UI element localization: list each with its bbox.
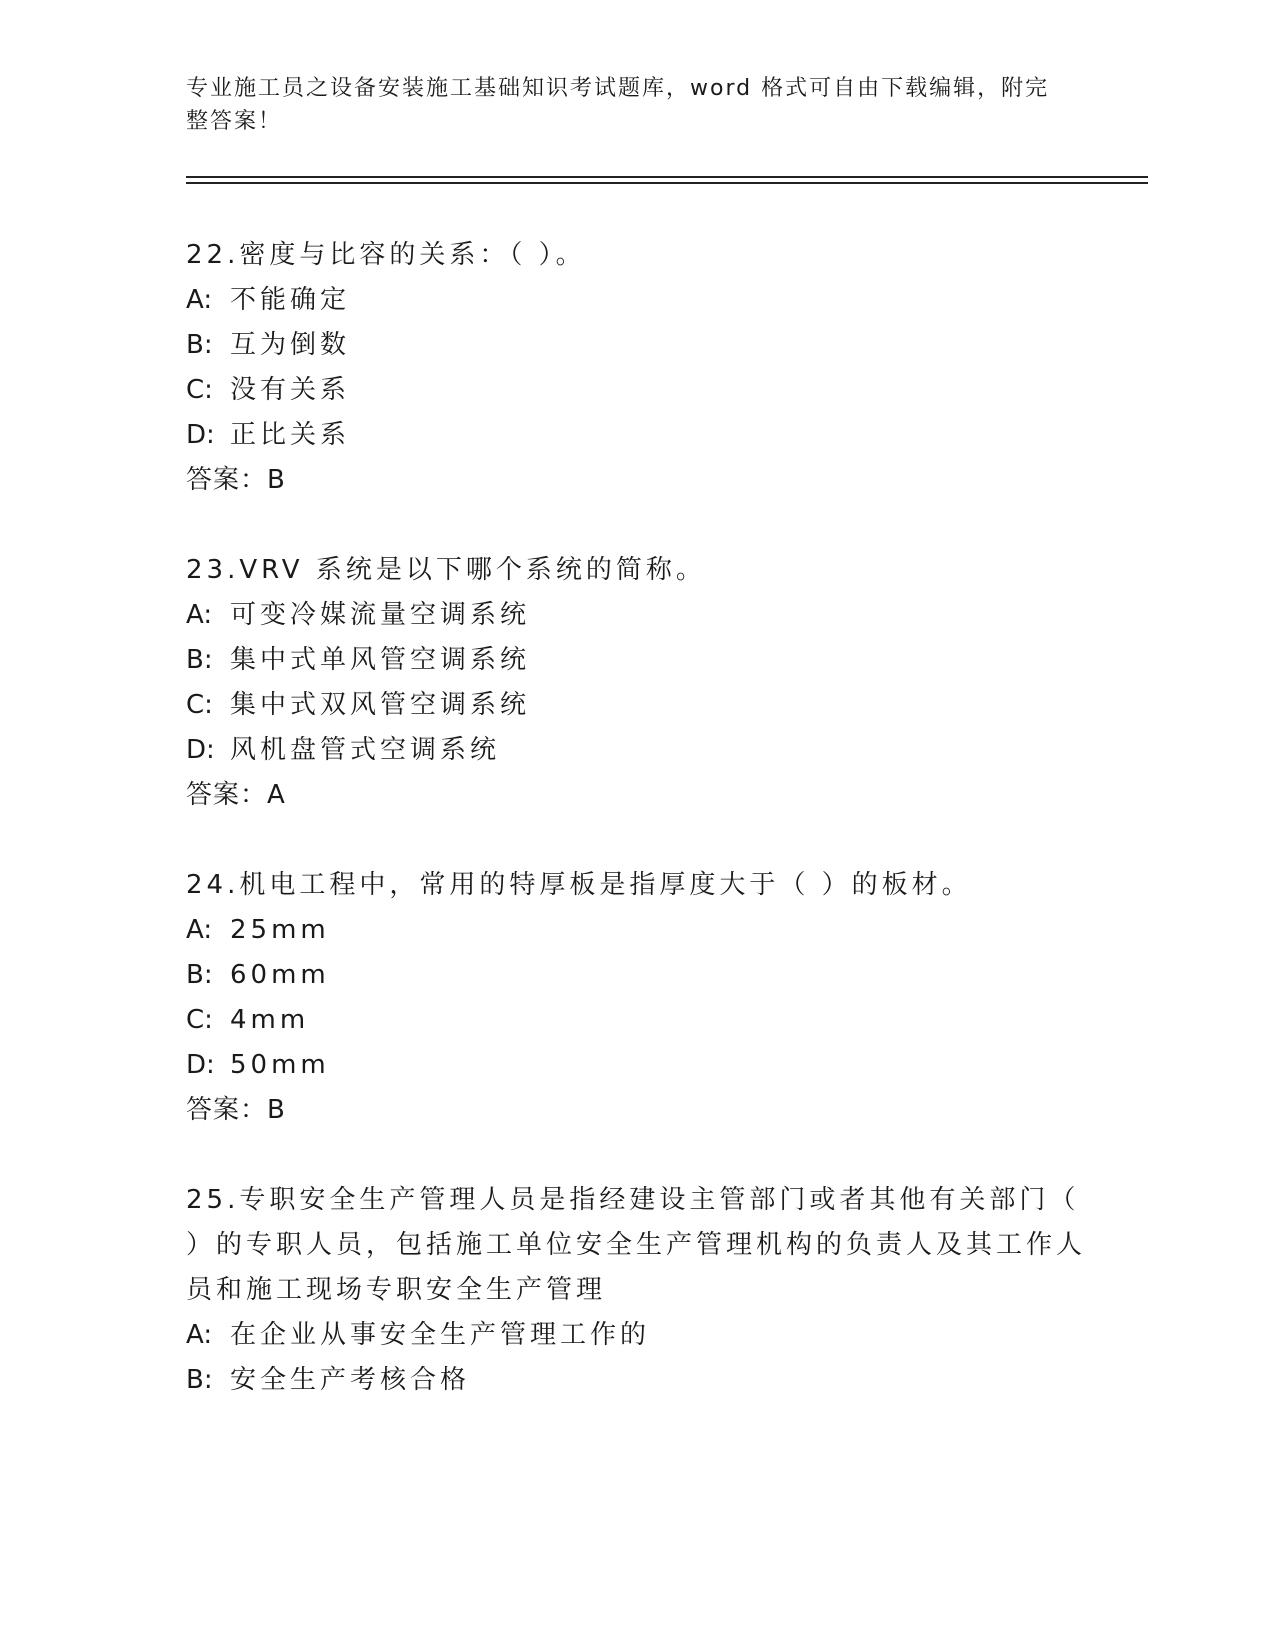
option-d (186, 1043, 1086, 1088)
option-text: 可变冷媒流量空调系统 (230, 600, 531, 630)
option-label: A: (186, 285, 213, 315)
question-stem: 24.机电工程中，常用的特厚板是指厚度大于（ ）的板材。 (186, 870, 972, 900)
question-22 (186, 233, 1086, 503)
question-stem: 22.密度与比容的关系：（ ）。 (186, 240, 586, 270)
question-stem: 23.VRV 系统是以下哪个系统的简称。 (186, 555, 706, 585)
header-line-2: 整答案！ (186, 109, 283, 134)
option-label: D: (186, 420, 215, 450)
option-label: A: (186, 915, 213, 945)
option-text: 没有关系 (230, 375, 351, 405)
option-d (186, 728, 1086, 773)
option-text: 60mm (230, 960, 330, 990)
option-text: 风机盘管式空调系统 (230, 735, 501, 765)
option-label: A: (186, 1320, 213, 1350)
option-c (186, 683, 1086, 728)
option-b (186, 638, 1086, 683)
option-label: C: (186, 690, 213, 720)
option-b (186, 323, 1086, 368)
option-b (186, 1358, 1086, 1403)
question-25 (186, 1178, 1086, 1403)
option-b (186, 953, 1086, 998)
question-24 (186, 863, 1086, 1133)
option-label: C: (186, 375, 213, 405)
option-label: B: (186, 1365, 213, 1395)
option-text: 集中式单风管空调系统 (230, 645, 531, 675)
answer-line: 答案：B (186, 465, 286, 495)
option-text: 4mm (230, 1005, 310, 1035)
option-label: B: (186, 960, 213, 990)
option-text: 安全生产考核合格 (230, 1365, 471, 1395)
option-label: C: (186, 1005, 213, 1035)
option-label: D: (186, 735, 215, 765)
option-text: 正比关系 (230, 420, 351, 450)
option-a (186, 278, 1086, 323)
option-label: B: (186, 645, 213, 675)
document-header (186, 72, 1066, 138)
option-a (186, 593, 1086, 638)
question-stem-line-3: 员和施工现场专职安全生产管理 (186, 1275, 607, 1305)
option-d (186, 413, 1086, 458)
header-line-1: 专业施工员之设备安装施工基础知识考试题库，word 格式可自由下载编辑，附完 (186, 76, 1050, 101)
option-text: 不能确定 (230, 285, 351, 315)
option-label: D: (186, 1050, 215, 1080)
question-stem-line-2: ）的专职人员，包括施工单位安全生产管理机构的负责人及其工作人 (186, 1230, 1087, 1260)
option-a (186, 908, 1086, 953)
option-text: 在企业从事安全生产管理工作的 (230, 1320, 651, 1350)
option-text: 集中式双风管空调系统 (230, 690, 531, 720)
option-label: B: (186, 330, 213, 360)
option-a (186, 1313, 1086, 1358)
option-label: A: (186, 600, 213, 630)
option-text: 互为倒数 (230, 330, 351, 360)
option-c (186, 998, 1086, 1043)
option-text: 50mm (230, 1050, 330, 1080)
question-stem-line-1: 25.专职安全生产管理人员是指经建设主管部门或者其他有关部门（ (186, 1185, 1080, 1215)
question-23 (186, 548, 1086, 818)
option-c (186, 368, 1086, 413)
option-text: 25mm (230, 915, 330, 945)
answer-line: 答案：A (186, 780, 286, 810)
header-divider-top (186, 176, 1148, 178)
answer-line: 答案：B (186, 1095, 286, 1125)
header-divider-bottom (186, 182, 1148, 184)
